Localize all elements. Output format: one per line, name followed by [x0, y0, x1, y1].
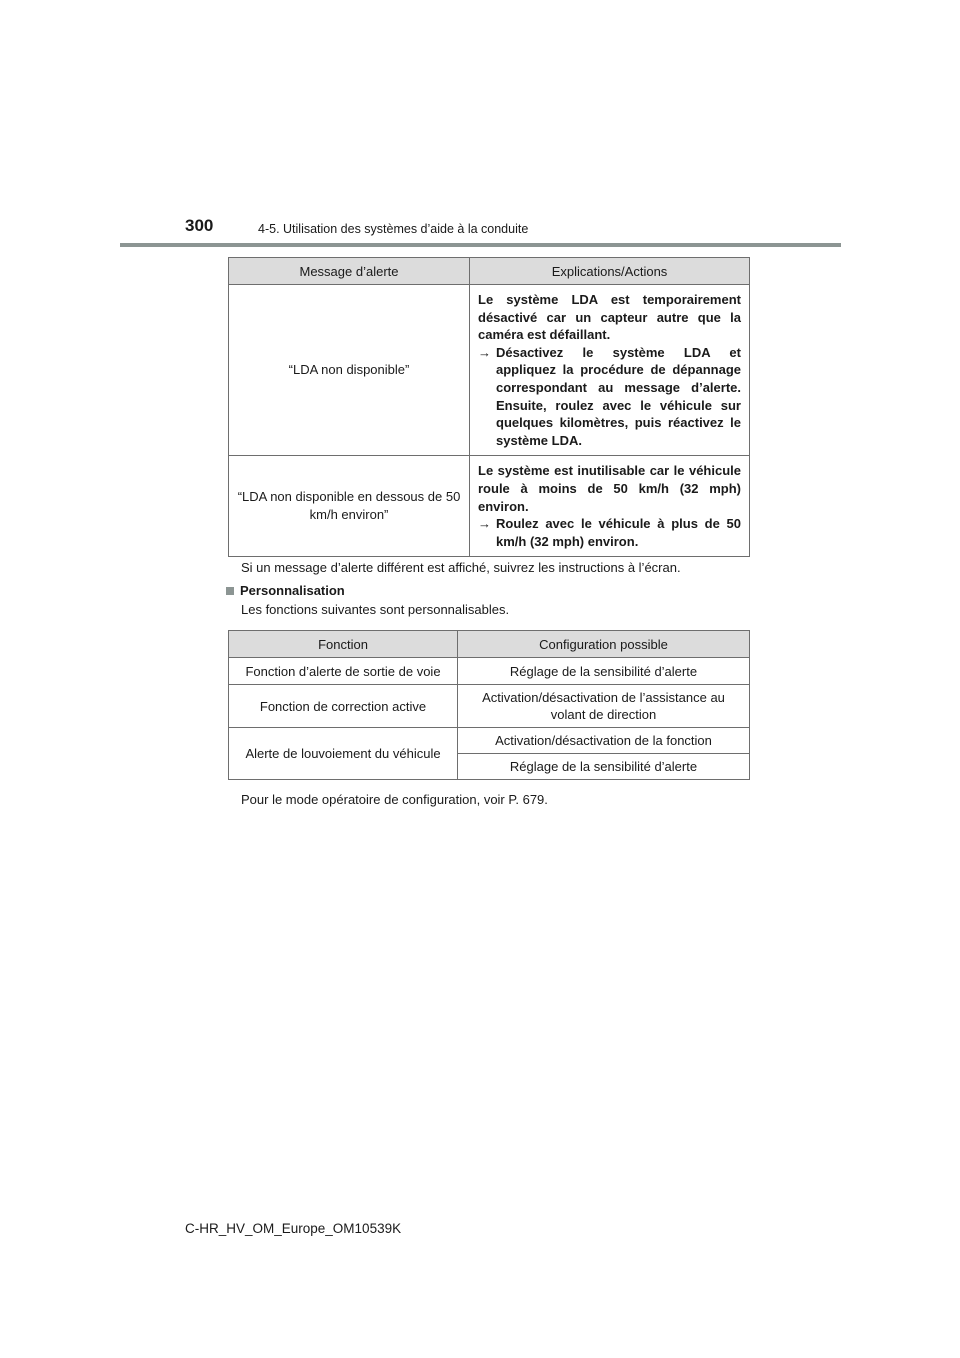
- function-cell: Fonction de correction active: [229, 685, 458, 728]
- action-item: [478, 344, 741, 450]
- alert-message-table: [228, 257, 750, 557]
- column-header-explanations: Explications/Actions: [470, 258, 750, 285]
- explanation-text: Le système LDA est temporairement désactivé car un capteur autre que la caméra est défaillant.: [478, 292, 741, 343]
- column-header-message: Message d’alerte: [229, 258, 470, 285]
- section-intro: Les fonctions suivantes sont personnalisables.: [241, 602, 510, 617]
- explanation-cell: [470, 456, 750, 557]
- alert-message-cell: “LDA non disponible en dessous de 50 km/h environ”: [229, 456, 470, 557]
- column-header-function: Fonction: [229, 631, 458, 658]
- setting-cell: Activation/désactivation de la fonction: [458, 728, 750, 754]
- document-id: C-HR_HV_OM_Europe_OM10539K: [185, 1221, 402, 1236]
- explanation-text: Le système est inutilisable car le véhicule roule à moins de 50 km/h (32 mph) environ.: [478, 463, 741, 514]
- table-row: [229, 658, 750, 685]
- note-text: Si un message d’alerte différent est affiché, suivrez les instructions à l’écran.: [241, 560, 681, 575]
- table-header-row: [229, 631, 750, 658]
- customization-table: [228, 630, 750, 780]
- table-row: [229, 685, 750, 728]
- table-header-row: [229, 258, 750, 285]
- arrow-icon: →: [478, 344, 491, 360]
- setting-cell: Réglage de la sensibilité d’alerte: [458, 658, 750, 685]
- arrow-icon: →: [478, 516, 491, 532]
- table-row: [229, 456, 750, 557]
- setting-cell: Réglage de la sensibilité d’alerte: [458, 754, 750, 780]
- action-text: Désactivez le système LDA et appliquez la procédure de dépannage correspondant au message d’alerte. Ensuite, roulez avec le véhicule sur quelques kilomètres, puis réactivez le système LDA.: [496, 344, 741, 448]
- table-row: [229, 285, 750, 456]
- header-rule: [120, 243, 841, 247]
- setting-cell: Activation/désactivation de l’assistance au volant de direction: [458, 685, 750, 728]
- explanation-cell: [470, 285, 750, 456]
- action-item: [478, 515, 741, 550]
- alert-message-cell: “LDA non disponible”: [229, 285, 470, 456]
- square-bullet-icon: [226, 587, 234, 595]
- configuration-reference: Pour le mode opératoire de configuration, voir P. 679.: [241, 792, 548, 807]
- function-cell: Alerte de louvoiement du véhicule: [229, 728, 458, 780]
- action-text: Roulez avec le véhicule à plus de 50 km/h (32 mph) environ.: [496, 516, 741, 549]
- section-header-title: 4-5. Utilisation des systèmes d’aide à la conduite: [258, 222, 529, 236]
- table-row: [229, 728, 750, 754]
- page-number: 300: [185, 216, 214, 235]
- section-heading: [226, 583, 345, 598]
- column-header-settings: Configuration possible: [458, 631, 750, 658]
- section-heading-text: Personnalisation: [240, 583, 345, 598]
- function-cell: Fonction d’alerte de sortie de voie: [229, 658, 458, 685]
